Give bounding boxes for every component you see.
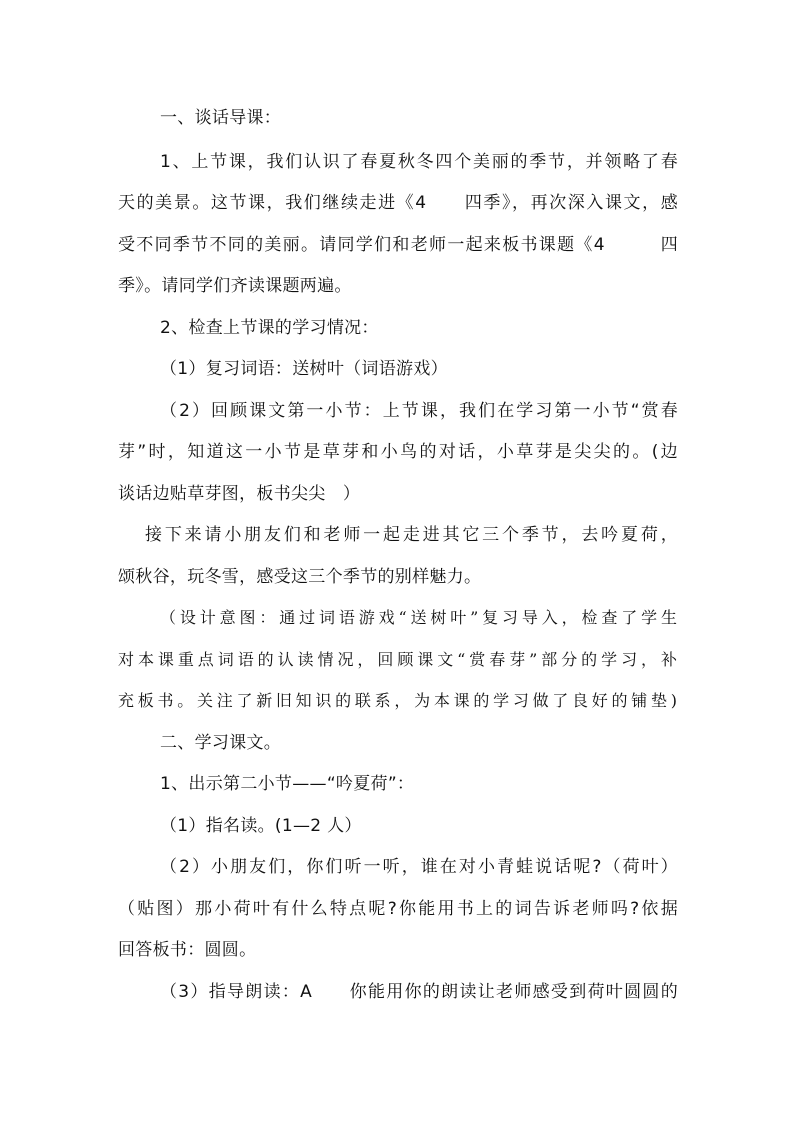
- heading-study-text: 二、学习课文。: [160, 733, 282, 753]
- design-note-line: （设计意图：通过词语游戏“送树叶”复习导入，检查了学生: [160, 608, 678, 627]
- paragraph-line: 接下来请小朋友们和老师一起走进其它三个季节，去吟夏荷，: [145, 525, 678, 545]
- paragraph-line: 受不同季节不同的美丽。请同学们和老师一起来板书课题《4 四: [118, 235, 678, 255]
- paragraph-line: 季》。请同学们齐读课题两遍。: [118, 276, 352, 296]
- paragraph-line: 天的美景。这节课，我们继续走进《4 四季》，再次深入课文，感: [118, 193, 678, 213]
- paragraph-line: 颂秋谷，玩冬雪，感受这三个季节的别样魅力。: [118, 567, 482, 587]
- paragraph-line: （贴图）那小荷叶有什么特点呢?你能用书上的词告诉老师吗?依据: [118, 899, 678, 919]
- heading-talk-intro: 一、谈话导课：: [160, 108, 282, 128]
- paragraph-line: （2）回顾课文第一小节：上节课，我们在学习第一小节“赏春: [160, 401, 678, 421]
- section-check-review: 2、检查上节课的学习情况：: [160, 318, 379, 338]
- paragraph-line: （1）复习词语：送树叶（词语游戏）: [160, 359, 448, 379]
- paragraph-line: （3）指导朗读：A 你能用你的朗读让老师感受到荷叶圆圆的: [160, 982, 678, 1002]
- paragraph-line: （1）指名读。(1—2 人）: [160, 816, 362, 836]
- design-note-line: 对本课重点词语的认读情况，回顾课文“赏春芽”部分的学习，补: [118, 650, 678, 669]
- design-note-line: 充板书。关注了新旧知识的联系，为本课的学习做了良好的铺垫): [118, 691, 678, 710]
- paragraph-line: 谈话边贴草芽图，板书尖尖 ）: [118, 484, 361, 504]
- paragraph-line: 1、出示第二小节——“吟夏荷”：: [160, 774, 415, 794]
- paragraph-line: 芽”时，知道这一小节是草芽和小鸟的对话，小草芽是尖尖的。(边: [118, 442, 678, 462]
- paragraph-line: （2）小朋友们，你们听一听，谁在对小青蛙说话呢?（荷叶）: [160, 857, 678, 877]
- paragraph-line: 回答板书：圆圆。: [118, 940, 257, 960]
- paragraph-line: 1、上节课，我们认识了春夏秋冬四个美丽的季节，并领略了春: [160, 152, 678, 172]
